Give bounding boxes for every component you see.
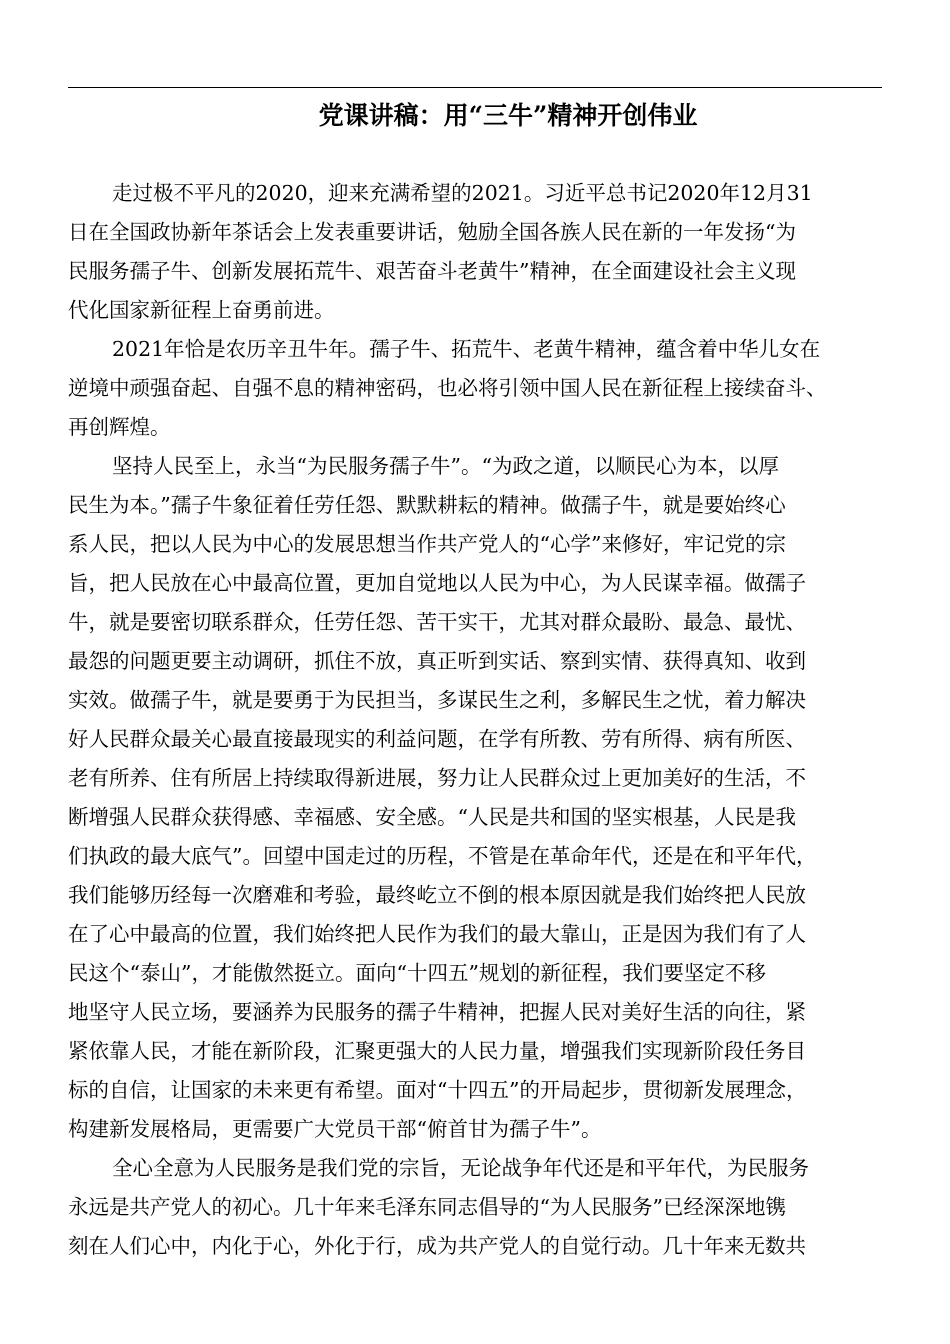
paragraph-2 — [68, 330, 896, 447]
text-line: 民服务孺子牛、创新发展拓荒牛、艰苦奋斗老黄牛”精神，在全面建设社会主义现 — [68, 259, 796, 283]
text-line: 民这个“泰山”，才能傲然挺立。面向“十四五”规划的新征程，我们要坚定不移 — [68, 961, 766, 985]
header-rule — [68, 87, 882, 88]
text-line: 代化国家新征程上奋勇前进。 — [68, 298, 335, 322]
text-line: 逆境中顽强奋起、自强不息的精神密码，也必将引领中国人民在新征程上接续奋斗、 — [68, 376, 827, 400]
text-line: 地坚守人民立场，要涵养为民服务的孺子牛精神，把握人民对美好生活的向往，紧 — [68, 1000, 806, 1024]
text-line: 日在全国政协新年茶话会上发表重要讲话，勉励全国各族人民在新的一年发扬“为 — [68, 220, 796, 244]
text-line: 旨，把人民放在心中最高位置，更加自觉地以人民为中心，为人民谋幸福。做孺子 — [68, 571, 806, 595]
text-line: 实效。做孺子牛，就是要勇于为民担当，多谋民生之利，多解民生之忧，着力解决 — [68, 688, 806, 712]
text-line: 最怨的问题更要主动调研，抓住不放，真正听到实话、察到实情、获得真知、收到 — [68, 649, 806, 673]
text-line: 牛，就是要密切联系群众，任劳任怨、苦干实干，尤其对群众最盼、最急、最忧、 — [68, 610, 806, 634]
text-line: 坚持人民至上，永当“为民服务孺子牛”。“为政之道，以顺民心为本，以厚 — [112, 454, 779, 478]
paragraph-4 — [68, 1149, 896, 1266]
text-line: 标的自信，让国家的未来更有希望。面对“十四五”的开局起步，贯彻新发展理念， — [68, 1078, 807, 1102]
text-line: 们执政的最大底气”。回望中国走过的历程，不管是在革命年代，还是在和平年代， — [68, 844, 817, 868]
paragraph-3 — [68, 447, 896, 1149]
text-line: 老有所养、住有所居上持续取得新进展，努力让人民群众过上更加美好的生活，不 — [68, 766, 806, 790]
text-line: 永远是共产党人的初心。几十年来毛泽东同志倡导的“为人民服务”已经深深地镌 — [68, 1195, 786, 1219]
text-line: 再创辉煌。 — [68, 415, 171, 439]
text-line: 全心全意为人民服务是我们党的宗旨，无论战争年代还是和平年代，为民服务 — [112, 1156, 809, 1180]
text-line: 好人民群众最关心最直接最现实的利益问题，在学有所教、劳有所得、病有所医、 — [68, 727, 806, 751]
text-line: 我们能够历经每一次磨难和考验，最终屹立不倒的根本原因就是我们始终把人民放 — [68, 883, 806, 907]
text-line: 构建新发展格局，更需要广大党员干部“俯首甘为孺子牛”。 — [68, 1117, 602, 1141]
text-line: 2021年恰是农历辛丑牛年。孺子牛、拓荒牛、老黄牛精神，蕴含着中华儿女在 — [112, 337, 821, 361]
text-line: 紧依靠人民，才能在新阶段，汇聚更强大的人民力量，增强我们实现新阶段任务目 — [68, 1039, 806, 1063]
document-body — [68, 174, 896, 1266]
text-line: 在了心中最高的位置，我们始终把人民作为我们的最大靠山，正是因为我们有了人 — [68, 922, 806, 946]
text-line: 断增强人民群众获得感、幸福感、安全感。“人民是共和国的坚实根基，人民是我 — [68, 805, 796, 829]
text-line: 刻在人们心中，内化于心，外化于行，成为共产党人的自觉行动。几十年来无数共 — [68, 1234, 806, 1258]
text-line: 民生为本。”孺子牛象征着任劳任怨、默默耕耘的精神。做孺子牛，就是要始终心 — [68, 493, 786, 517]
text-line: 走过极不平凡的2020，迎来充满希望的2021。习近平总书记2020年12月31 — [112, 181, 813, 205]
document-title: 党课讲稿：用“三牛”精神开创伟业 — [318, 101, 698, 130]
text-line: 系人民，把以人民为中心的发展思想当作共产党人的“心学”来修好，牢记党的宗 — [68, 532, 786, 556]
paragraph-1 — [68, 174, 896, 330]
